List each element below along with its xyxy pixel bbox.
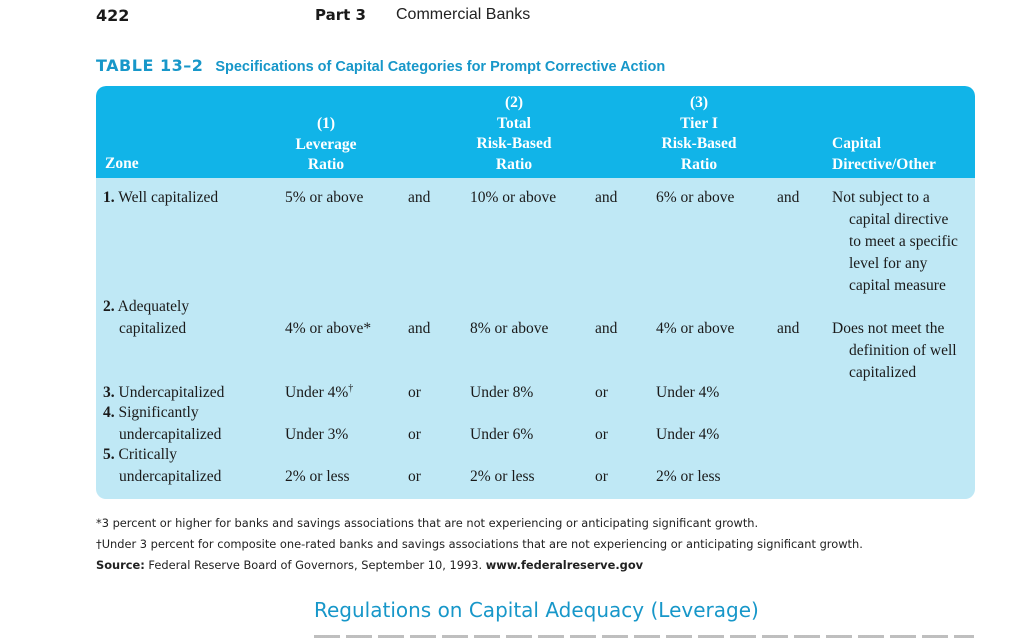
row-significantly-undercapitalized-join: or: [595, 426, 608, 443]
row-undercapitalized-leverage: [285, 382, 353, 404]
part-label: Part 3: [315, 6, 366, 24]
row-critically-undercapitalized-join: or: [595, 468, 608, 485]
row-adequately-capitalized-join: and: [777, 320, 800, 337]
dagger-footnote-mark: †: [348, 382, 354, 394]
header-line: (3): [689, 94, 709, 111]
row-well-capitalized-join: and: [408, 189, 431, 206]
directive-line: capitalized: [849, 364, 917, 381]
header-line: Risk-Based: [476, 135, 552, 152]
row-significantly-undercapitalized-total-rb: Under 6%: [470, 426, 534, 443]
footnote-asterisk: *3 percent or higher for banks and savings associations that are not experiencing or anticipating significant growth.: [96, 516, 759, 530]
source-url: www.federalreserve.gov: [485, 558, 644, 572]
header-line: Total: [497, 114, 531, 132]
header-line: Tier I: [680, 114, 718, 132]
footnote-dagger: †Under 3 percent for composite one-rated banks and savings associations that are not experiencing or anticipating significant growth.: [96, 537, 863, 551]
table-caption: [96, 56, 665, 76]
zone-label: capitalized: [119, 320, 187, 337]
row-well-capitalized-directive: [832, 187, 972, 297]
row-undercapitalized-join: or: [595, 384, 608, 401]
row-critically-undercapitalized-leverage: 2% or less: [285, 468, 350, 485]
header-line: (1): [316, 115, 336, 132]
row-adequately-capitalized-tier1-rb: 4% or above: [656, 320, 735, 337]
header-zone: Zone: [105, 155, 139, 172]
section-heading: Regulations on Capital Adequacy (Leverage): [314, 598, 759, 622]
capital-categories-table: [96, 86, 975, 499]
row-significantly-undercapitalized-zone: [103, 402, 273, 446]
row-critically-undercapitalized-tier1-rb: 2% or less: [656, 468, 721, 485]
header-line: Ratio: [307, 156, 345, 173]
header-line: Directive/Other: [832, 155, 936, 173]
zone-label: undercapitalized: [119, 426, 222, 443]
row-critically-undercapitalized-join: or: [408, 468, 421, 485]
zone-number: 4.: [103, 404, 115, 421]
row-critically-undercapitalized-total-rb: 2% or less: [470, 468, 535, 485]
header-line: Ratio: [495, 155, 533, 173]
directive-line: capital measure: [849, 277, 946, 294]
header-capital-directive: [832, 134, 962, 175]
zone-label: Adequately: [117, 298, 190, 315]
row-critically-undercapitalized-zone: [103, 444, 273, 488]
header-tier1-risk-based-ratio: [636, 93, 762, 175]
row-significantly-undercapitalized-tier1-rb: Under 4%: [656, 426, 720, 443]
source-line: [96, 555, 996, 576]
row-undercapitalized-join: or: [408, 384, 421, 401]
table-footnotes: [96, 513, 996, 576]
row-adequately-capitalized-join: and: [595, 320, 618, 337]
header-leverage-ratio: [266, 114, 386, 176]
header-line: Risk-Based: [661, 135, 737, 152]
row-adequately-capitalized-directive: [832, 318, 972, 384]
zone-label: Well capitalized: [118, 189, 219, 206]
header-line: Capital: [832, 135, 882, 152]
page-number: 422: [96, 6, 130, 25]
directive-line: Not subject to a: [832, 189, 930, 206]
row-undercapitalized-total-rb: Under 8%: [470, 384, 534, 401]
header-total-risk-based-ratio: [451, 93, 577, 175]
zone-number: 5.: [103, 446, 115, 463]
row-well-capitalized-zone: [103, 187, 273, 209]
body-text-line-cropped: [314, 632, 974, 640]
header-line: Ratio: [680, 155, 718, 173]
directive-line: capital directive: [849, 211, 949, 228]
zone-number: 3.: [103, 384, 115, 401]
row-significantly-undercapitalized-join: or: [408, 426, 421, 443]
row-adequately-capitalized-leverage: 4% or above*: [285, 320, 372, 337]
source-label: Source:: [96, 558, 145, 572]
zone-label: undercapitalized: [119, 468, 222, 485]
row-undercapitalized-zone: [103, 382, 273, 404]
running-head: [96, 6, 984, 26]
row-significantly-undercapitalized-leverage: Under 3%: [285, 426, 349, 443]
row-adequately-capitalized-zone: [103, 296, 273, 340]
row-undercapitalized-tier1-rb: Under 4%: [656, 384, 720, 401]
source-text: Federal Reserve Board of Governors, September 10, 1993.: [148, 558, 483, 572]
header-line: (2): [504, 94, 524, 111]
directive-line: to meet a specific: [849, 233, 958, 250]
directive-line: definition of well: [849, 342, 957, 359]
part-title: Commercial Banks: [396, 6, 531, 23]
row-adequately-capitalized-join: and: [408, 320, 431, 337]
row-adequately-capitalized-total-rb: 8% or above: [470, 320, 549, 337]
row-well-capitalized-leverage: 5% or above: [285, 189, 364, 206]
header-line: Leverage: [295, 135, 357, 153]
zone-label: Significantly: [118, 404, 199, 421]
directive-line: level for any: [849, 255, 928, 272]
row-well-capitalized-join: and: [777, 189, 800, 206]
zone-number: 2.: [103, 298, 115, 315]
row-well-capitalized-join: and: [595, 189, 618, 206]
zone-label: Undercapitalized: [118, 384, 225, 401]
zone-number: 1.: [103, 189, 115, 206]
row-well-capitalized-total-rb: 10% or above: [470, 189, 557, 206]
row-well-capitalized-tier1-rb: 6% or above: [656, 189, 735, 206]
table-number: TABLE 13–2: [96, 56, 204, 75]
table-title: Specifications of Capital Categories for Prompt Corrective Action: [215, 59, 666, 75]
leverage-value: Under 4%: [285, 384, 349, 401]
directive-line: Does not meet the: [832, 320, 945, 337]
zone-label: Critically: [118, 446, 178, 463]
